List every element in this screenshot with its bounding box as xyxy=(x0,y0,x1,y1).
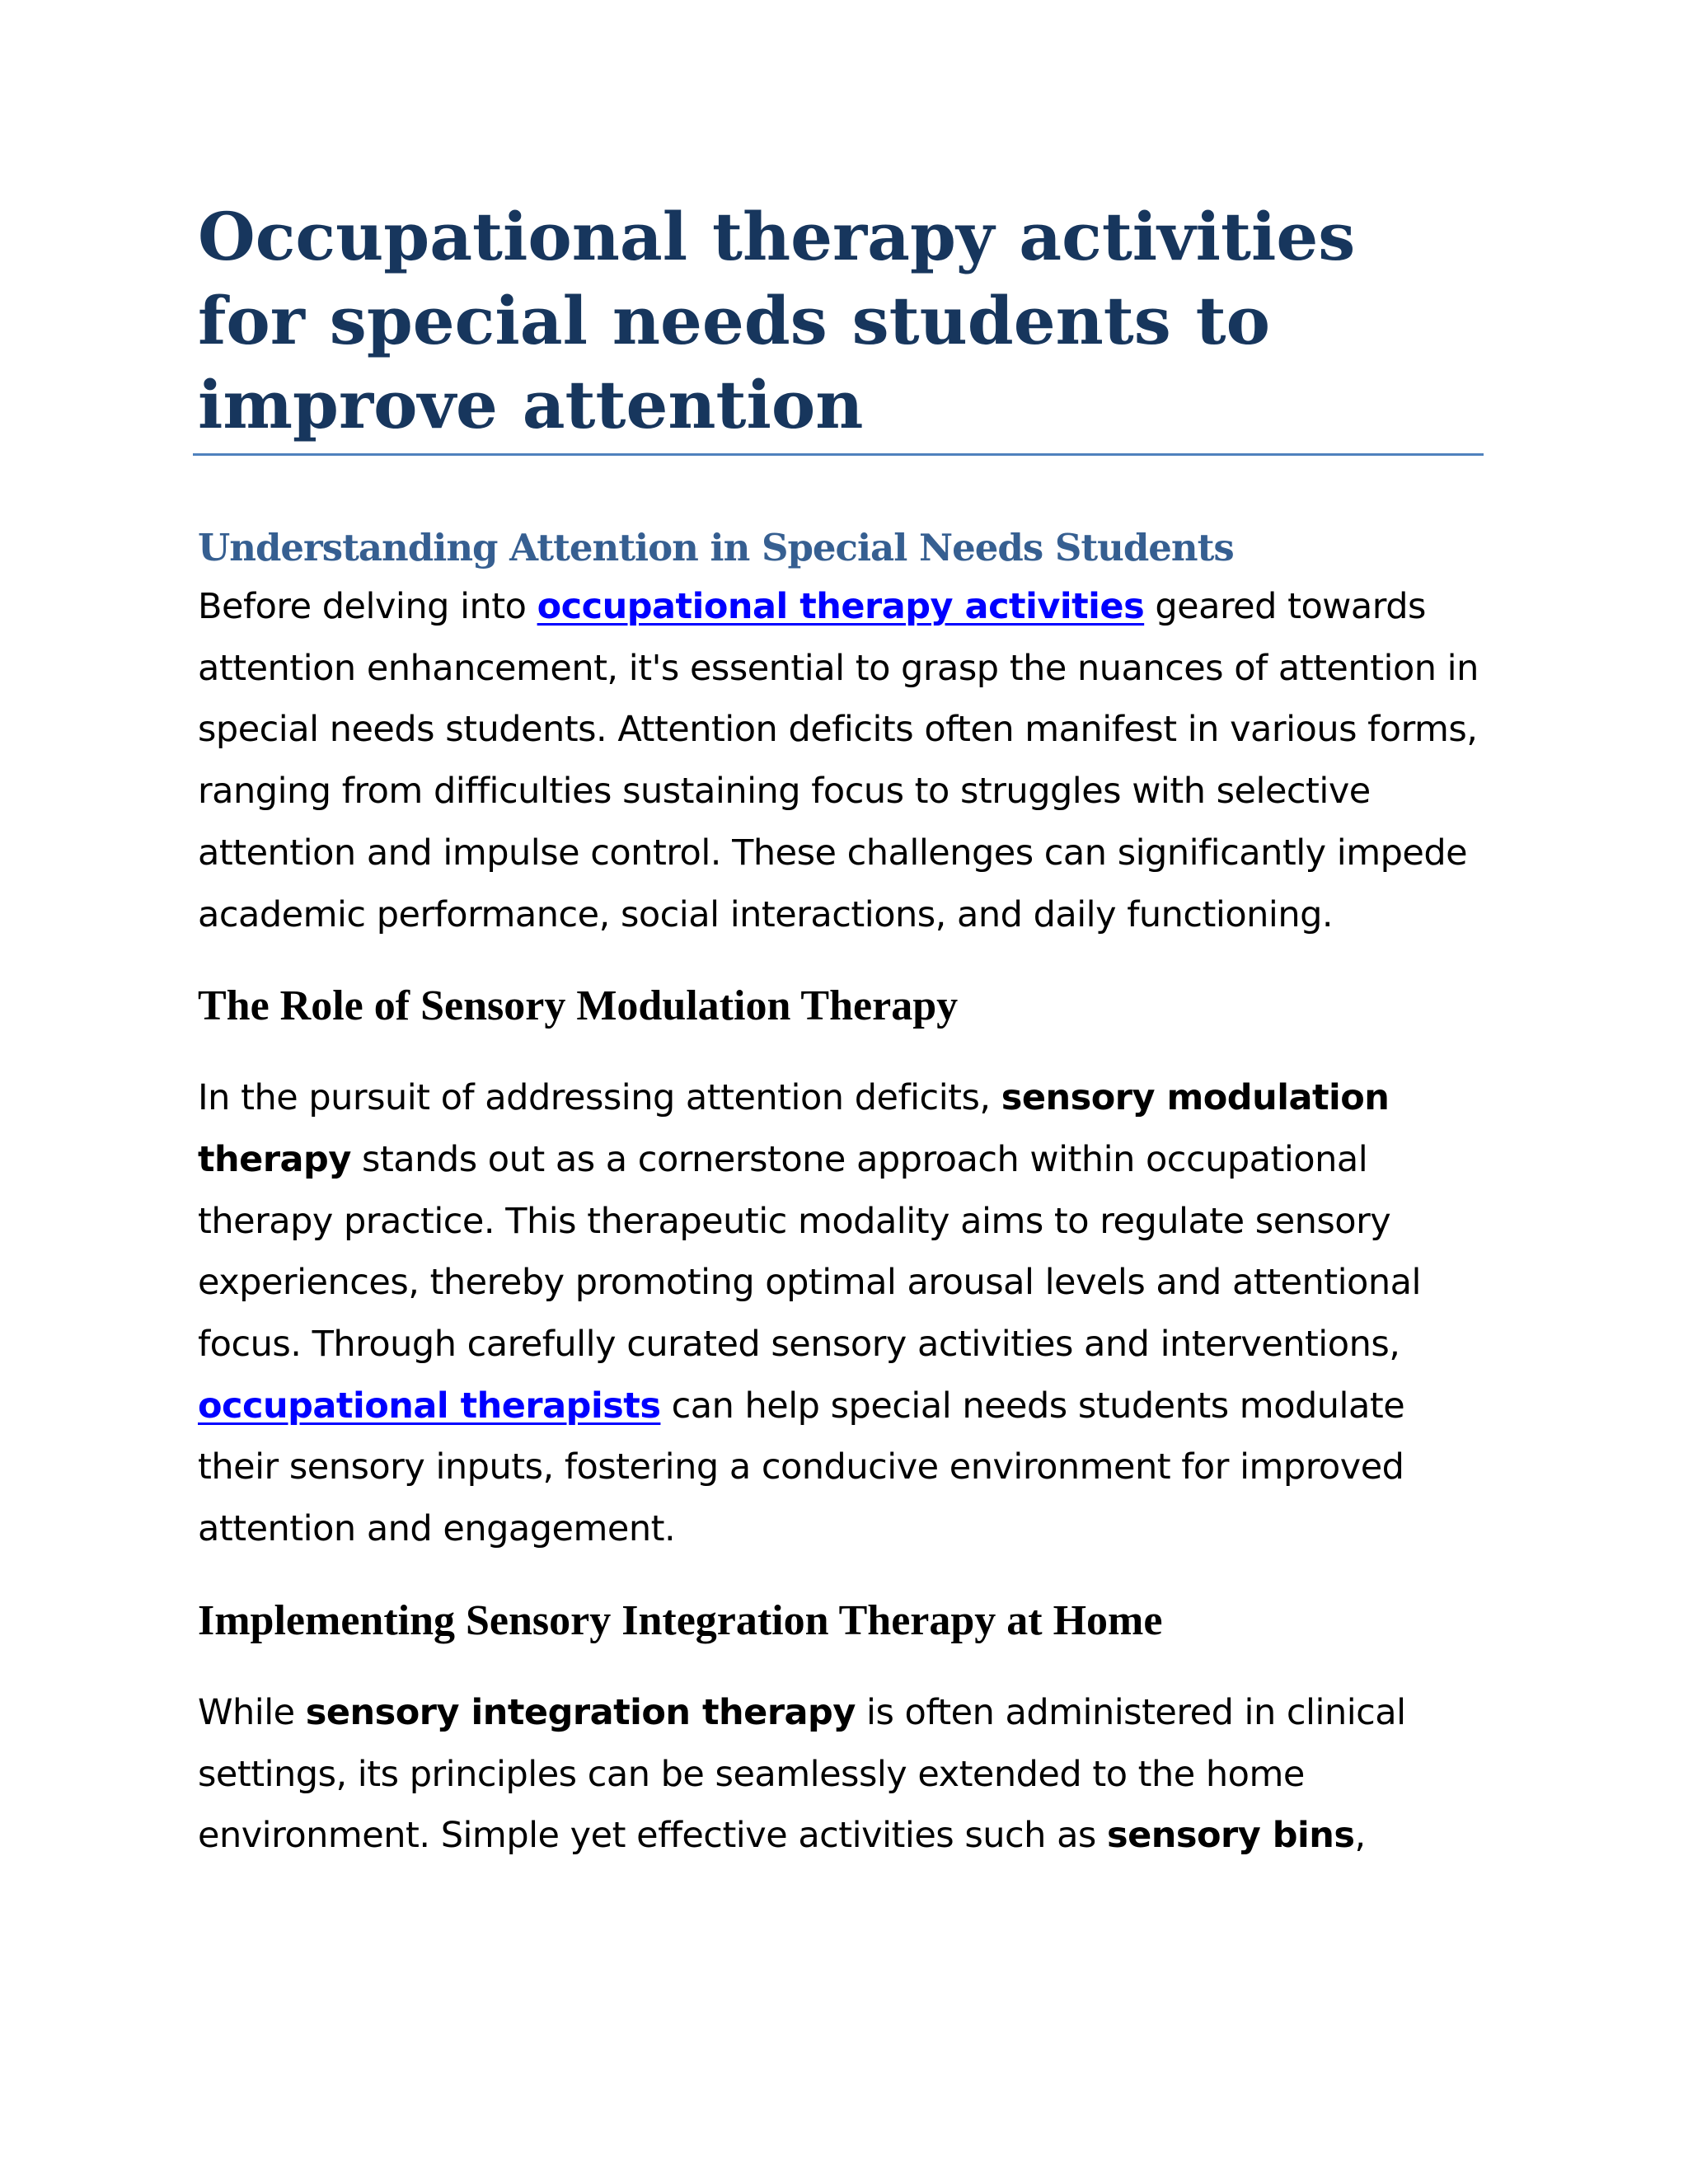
bold-term-sensory-integration-therapy: sensory integration therapy xyxy=(305,1691,856,1733)
bold-term-sensory-bins: sensory bins xyxy=(1107,1815,1355,1857)
paragraph-text: stands out as a cornerstone approach within occupational therapy practice. This therapeutic modality aims to regulate sensory experiences, thereby promoting optimal arousal levels and attentional focus. Through carefully curated sensory activities and interventions, xyxy=(198,1138,1421,1366)
occupational-therapists-link[interactable]: occupational therapists xyxy=(198,1385,661,1427)
bold-term-sensory-modulation-therapy: sensory modulation therapy xyxy=(198,1077,1390,1180)
section-paragraph-sensory-modulation xyxy=(198,1067,1484,1560)
section-paragraph-understanding-attention xyxy=(198,576,1484,945)
section-heading-sensory-integration: Implementing Sensory Integration Therapy at Home xyxy=(198,1596,1163,1644)
section-heading-sensory-modulation: The Role of Sensory Modulation Therapy xyxy=(198,982,959,1030)
paragraph-text: , xyxy=(1354,1815,1366,1857)
paragraph-text: is often administered in clinical settings, its principles can be seamlessly extended to the home environment. Simple yet effective activities such as xyxy=(198,1691,1406,1857)
document-title: Occupational therapy activities for special needs students to improve attention xyxy=(198,198,1356,443)
paragraph-text: can help special needs students modulate their sensory inputs, fostering a conducive environment for improved attention and engagement. xyxy=(198,1385,1405,1550)
paragraph-text: geared towards attention enhancement, it's essential to grasp the nuances of attention in special needs students. Attention deficits often manifest in various forms, ranging from difficulties sustaining focus to struggles with selective attention and impulse control. These challenges can significantly impede academic performance, social interactions, and daily functioning. xyxy=(198,586,1479,935)
title-underline-rule xyxy=(193,453,1484,456)
paragraph-text: Before delving into xyxy=(198,586,537,627)
section-heading-understanding-attention: Understanding Attention in Special Needs Students xyxy=(198,526,1234,569)
occupational-therapy-activities-link[interactable]: occupational therapy activities xyxy=(537,586,1145,627)
document-content xyxy=(198,194,1484,1867)
paragraph-text: In the pursuit of addressing attention deficits, xyxy=(198,1077,1001,1119)
paragraph-text: While xyxy=(198,1691,306,1733)
section-paragraph-sensory-integration xyxy=(198,1682,1484,1867)
